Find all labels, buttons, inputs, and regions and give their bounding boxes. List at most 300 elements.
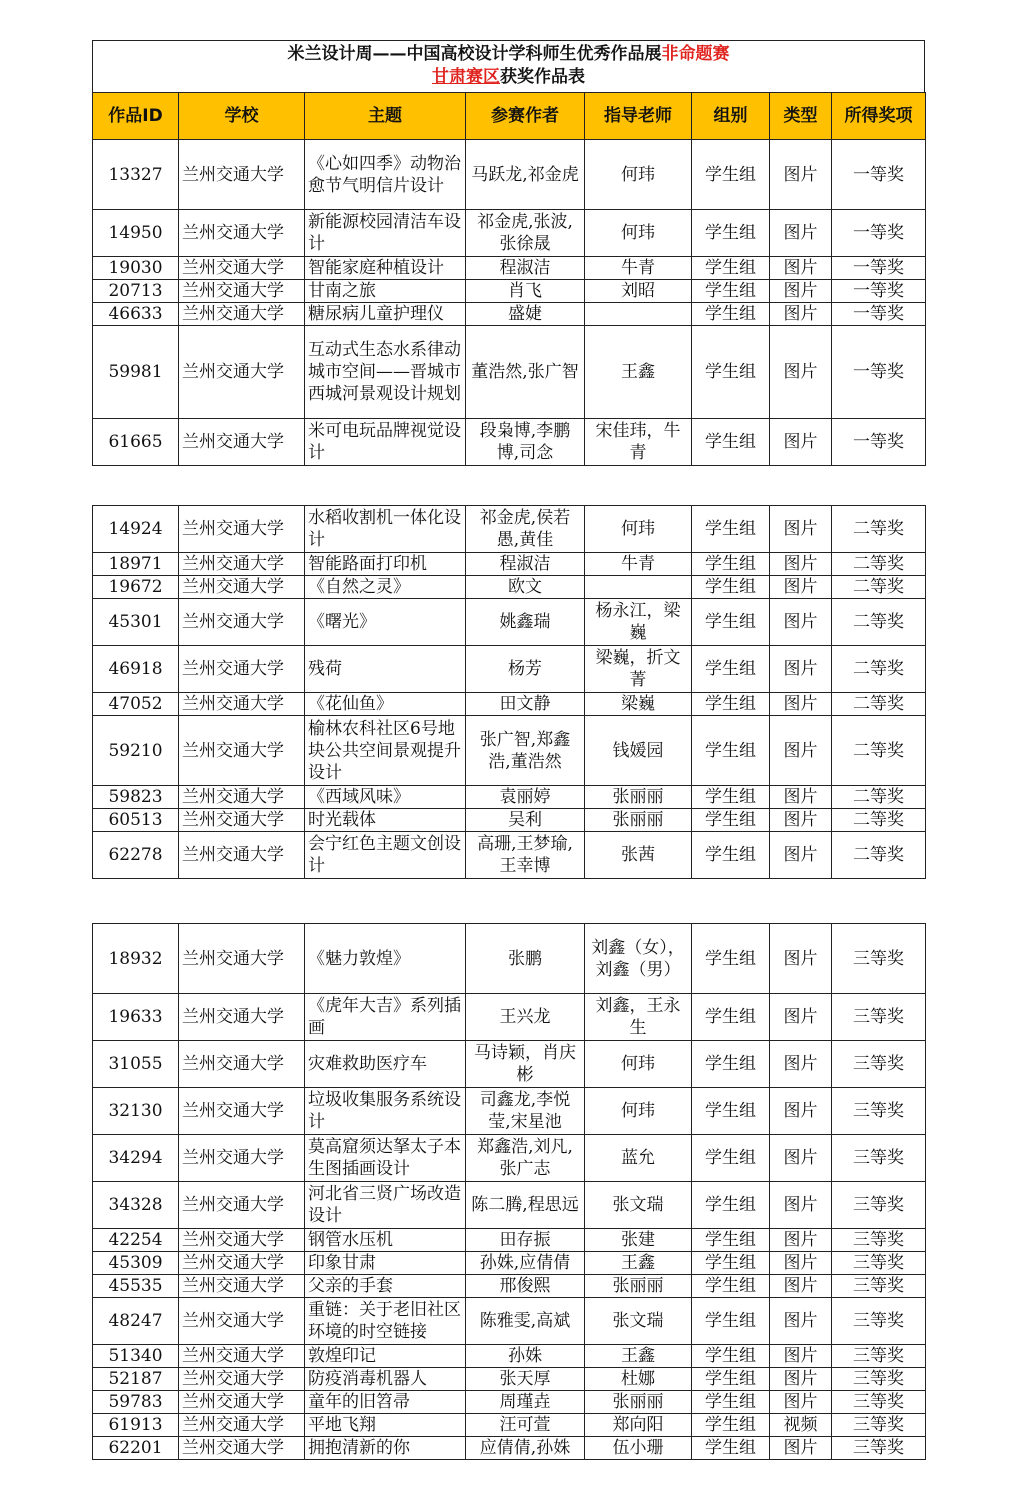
cell-advisor: 伍小珊 [585,1437,692,1460]
cell-id: 46918 [93,646,179,693]
cell-advisor: 张丽丽 [585,1391,692,1414]
cell-award: 二等奖 [832,646,926,693]
table-row [93,1088,926,1135]
cell-award: 二等奖 [832,786,926,809]
cell-type: 图片 [770,646,832,693]
cell-advisor: 张丽丽 [585,1275,692,1298]
table-row [93,1391,926,1414]
award-table [92,92,926,466]
table-row [93,716,926,786]
cell-theme: 《花仙鱼》 [305,693,466,716]
cell-authors: 邢俊熙 [466,1275,585,1298]
cell-id: 52187 [93,1368,179,1391]
cell-theme: 拥抱清新的你 [305,1437,466,1460]
cell-theme: 印象甘肃 [305,1252,466,1275]
cell-award: 三等奖 [832,1391,926,1414]
cell-type: 图片 [770,506,832,553]
cell-award: 一等奖 [832,140,926,210]
cell-theme: 互动式生态水系律动城市空间——晋城市西城河景观设计规划 [305,326,466,419]
cell-id: 59783 [93,1391,179,1414]
cell-group: 学生组 [692,326,770,419]
cell-type: 图片 [770,1182,832,1229]
cell-authors: 张天厚 [466,1368,585,1391]
cell-advisor: 何玮 [585,1041,692,1088]
cell-advisor: 王鑫 [585,326,692,419]
cell-group: 学生组 [692,257,770,280]
cell-type: 图片 [770,786,832,809]
cell-group: 学生组 [692,1229,770,1252]
cell-award: 一等奖 [832,280,926,303]
table-row [93,303,926,326]
cell-type: 图片 [770,1135,832,1182]
cell-school: 兰州交通大学 [179,506,305,553]
cell-authors: 应倩倩,孙姝 [466,1437,585,1460]
cell-type: 图片 [770,1298,832,1345]
cell-advisor: 梁巍，折文菁 [585,646,692,693]
cell-authors: 高珊,王梦瑜,王幸博 [466,832,585,879]
cell-award: 三等奖 [832,1252,926,1275]
cell-group: 学生组 [692,1368,770,1391]
cell-theme: 新能源校园清洁车设计 [305,210,466,257]
cell-id: 59210 [93,716,179,786]
cell-type: 图片 [770,599,832,646]
cell-theme: 《西域风味》 [305,786,466,809]
cell-type: 图片 [770,419,832,466]
cell-advisor: 杜娜 [585,1368,692,1391]
cell-id: 62201 [93,1437,179,1460]
cell-school: 兰州交通大学 [179,716,305,786]
cell-advisor: 王鑫 [585,1252,692,1275]
cell-authors: 董浩然,张广智 [466,326,585,419]
col-header: 学校 [179,93,305,140]
cell-group: 学生组 [692,1298,770,1345]
cell-advisor: 何玮 [585,506,692,553]
cell-authors: 段枭博,李鹏博,司念 [466,419,585,466]
cell-type: 图片 [770,716,832,786]
cell-id: 42254 [93,1229,179,1252]
cell-theme: 莫高窟须达拏太子本生图插画设计 [305,1135,466,1182]
table-row [93,994,926,1041]
cell-group: 学生组 [692,809,770,832]
cell-group: 学生组 [692,599,770,646]
cell-school: 兰州交通大学 [179,140,305,210]
cell-id: 31055 [93,1041,179,1088]
cell-authors: 张鹏 [466,924,585,994]
cell-advisor: 牛青 [585,553,692,576]
cell-advisor: 牛青 [585,257,692,280]
cell-award: 二等奖 [832,506,926,553]
cell-authors: 祁金虎,张波,张徐晟 [466,210,585,257]
cell-group: 学生组 [692,1182,770,1229]
cell-theme: 智能家庭种植设计 [305,257,466,280]
table-row [93,1135,926,1182]
cell-school: 兰州交通大学 [179,1135,305,1182]
cell-authors: 周瑾垚 [466,1391,585,1414]
cell-group: 学生组 [692,1391,770,1414]
cell-authors: 杨芳 [466,646,585,693]
cell-school: 兰州交通大学 [179,280,305,303]
cell-theme: 平地飞翔 [305,1414,466,1437]
table-row [93,1275,926,1298]
col-header: 所得奖项 [832,93,926,140]
cell-type: 图片 [770,1391,832,1414]
table-row [93,693,926,716]
region-label: 甘肃赛区 [432,67,500,87]
award-table [92,923,926,1460]
table-row [93,280,926,303]
cell-group: 学生组 [692,303,770,326]
first-prize-block [92,40,925,466]
cell-award: 三等奖 [832,1368,926,1391]
cell-award: 三等奖 [832,1345,926,1368]
cell-school: 兰州交通大学 [179,809,305,832]
table-row [93,646,926,693]
table-row [93,1041,926,1088]
cell-group: 学生组 [692,576,770,599]
cell-authors: 司鑫龙,李悦莹,宋星池 [466,1088,585,1135]
col-header: 作品ID [93,93,179,140]
title-line-1: 米兰设计周——中国高校设计学科师生优秀作品展非命题赛 [287,44,730,64]
cell-theme: 糖尿病儿童护理仪 [305,303,466,326]
cell-theme: 重链：关于老旧社区环境的时空链接 [305,1298,466,1345]
cell-advisor [585,303,692,326]
cell-type: 图片 [770,1041,832,1088]
cell-school: 兰州交通大学 [179,1182,305,1229]
cell-authors: 孙姝 [466,1345,585,1368]
cell-school: 兰州交通大学 [179,326,305,419]
cell-advisor: 刘昭 [585,280,692,303]
cell-group: 学生组 [692,1252,770,1275]
cell-id: 14950 [93,210,179,257]
cell-id: 46633 [93,303,179,326]
cell-id: 18932 [93,924,179,994]
cell-type: 图片 [770,1229,832,1252]
cell-school: 兰州交通大学 [179,1041,305,1088]
cell-school: 兰州交通大学 [179,553,305,576]
cell-award: 二等奖 [832,553,926,576]
table-row [93,786,926,809]
cell-award: 三等奖 [832,1298,926,1345]
cell-authors: 王兴龙 [466,994,585,1041]
col-header: 类型 [770,93,832,140]
cell-school: 兰州交通大学 [179,576,305,599]
cell-advisor: 张文瑞 [585,1298,692,1345]
cell-theme: 垃圾收集服务系统设计 [305,1088,466,1135]
cell-group: 学生组 [692,1275,770,1298]
cell-theme: 灾难救助医疗车 [305,1041,466,1088]
cell-advisor: 何玮 [585,1088,692,1135]
cell-type: 图片 [770,1275,832,1298]
cell-award: 一等奖 [832,210,926,257]
cell-type: 图片 [770,210,832,257]
cell-school: 兰州交通大学 [179,1252,305,1275]
cell-advisor: 张文瑞 [585,1182,692,1229]
cell-authors: 程淑洁 [466,257,585,280]
cell-id: 59823 [93,786,179,809]
cell-theme: 时光载体 [305,809,466,832]
cell-type: 图片 [770,924,832,994]
cell-id: 45301 [93,599,179,646]
cell-group: 学生组 [692,506,770,553]
table-row [93,140,926,210]
cell-advisor: 钱媛园 [585,716,692,786]
cell-award: 二等奖 [832,716,926,786]
cell-award: 三等奖 [832,994,926,1041]
cell-award: 三等奖 [832,1229,926,1252]
cell-group: 学生组 [692,210,770,257]
cell-theme: 会宁红色主题文创设计 [305,832,466,879]
cell-advisor [585,576,692,599]
cell-type: 图片 [770,1437,832,1460]
table-row [93,419,926,466]
cell-theme: 《魅力敦煌》 [305,924,466,994]
cell-theme: 榆林农科社区6号地块公共空间景观提升设计 [305,716,466,786]
cell-award: 三等奖 [832,924,926,994]
cell-id: 14924 [93,506,179,553]
title-line-2: 甘肃赛区获奖作品表 [432,67,585,87]
table-row [93,1298,926,1345]
cell-advisor: 宋佳玮，牛青 [585,419,692,466]
cell-type: 图片 [770,1252,832,1275]
cell-type: 图片 [770,693,832,716]
cell-award: 三等奖 [832,1041,926,1088]
cell-school: 兰州交通大学 [179,1414,305,1437]
second-prize-block [92,505,923,879]
cell-award: 一等奖 [832,257,926,280]
cell-authors: 田文静 [466,693,585,716]
cell-id: 62278 [93,832,179,879]
header-row [93,93,926,140]
cell-group: 学生组 [692,1345,770,1368]
cell-theme: 《心如四季》动物治愈节气明信片设计 [305,140,466,210]
cell-authors: 陈二腾,程思远 [466,1182,585,1229]
cell-id: 47052 [93,693,179,716]
cell-group: 学生组 [692,1088,770,1135]
cell-group: 学生组 [692,1437,770,1460]
cell-group: 学生组 [692,1041,770,1088]
cell-authors: 孙姝,应倩倩 [466,1252,585,1275]
cell-id: 34294 [93,1135,179,1182]
table-row [93,599,926,646]
table-row [93,1182,926,1229]
table-row [93,506,926,553]
cell-award: 三等奖 [832,1414,926,1437]
cell-id: 19030 [93,257,179,280]
cell-school: 兰州交通大学 [179,1345,305,1368]
table-row [93,1414,926,1437]
cell-award: 三等奖 [832,1088,926,1135]
cell-award: 二等奖 [832,832,926,879]
col-header: 组别 [692,93,770,140]
cell-theme: 水稻收割机一体化设计 [305,506,466,553]
cell-group: 学生组 [692,419,770,466]
cell-theme: 河北省三贤广场改造设计 [305,1182,466,1229]
cell-id: 60513 [93,809,179,832]
cell-authors: 肖飞 [466,280,585,303]
award-table [92,505,926,879]
table-row [93,809,926,832]
cell-theme: 防疫消毒机器人 [305,1368,466,1391]
cell-theme: 甘南之旅 [305,280,466,303]
cell-school: 兰州交通大学 [179,646,305,693]
cell-type: 图片 [770,257,832,280]
cell-authors: 程淑洁 [466,553,585,576]
cell-group: 学生组 [692,924,770,994]
cell-group: 学生组 [692,832,770,879]
cell-id: 61665 [93,419,179,466]
cell-group: 学生组 [692,553,770,576]
cell-group: 学生组 [692,994,770,1041]
cell-school: 兰州交通大学 [179,419,305,466]
cell-advisor: 刘鑫，王永生 [585,994,692,1041]
cell-advisor: 杨永江，梁巍 [585,599,692,646]
cell-type: 图片 [770,576,832,599]
cell-award: 三等奖 [832,1275,926,1298]
cell-theme: 残荷 [305,646,466,693]
cell-school: 兰州交通大学 [179,599,305,646]
cell-group: 学生组 [692,786,770,809]
cell-advisor: 何玮 [585,210,692,257]
cell-authors: 田存振 [466,1229,585,1252]
cell-authors: 马诗颖，肖庆彬 [466,1041,585,1088]
cell-type: 图片 [770,1345,832,1368]
table-row [93,1437,926,1460]
cell-school: 兰州交通大学 [179,994,305,1041]
cell-id: 19672 [93,576,179,599]
cell-type: 图片 [770,326,832,419]
table-row [93,832,926,879]
cell-theme: 智能路面打印机 [305,553,466,576]
table-row [93,210,926,257]
cell-theme: 《自然之灵》 [305,576,466,599]
cell-authors: 袁丽婷 [466,786,585,809]
cell-theme: 米可电玩品牌视觉设计 [305,419,466,466]
cell-school: 兰州交通大学 [179,924,305,994]
cell-type: 图片 [770,140,832,210]
cell-group: 学生组 [692,1135,770,1182]
cell-advisor: 张建 [585,1229,692,1252]
cell-school: 兰州交通大学 [179,1229,305,1252]
cell-authors: 盛婕 [466,303,585,326]
table-title [92,40,925,92]
cell-type: 图片 [770,303,832,326]
cell-authors: 张广智,郑鑫浩,董浩然 [466,716,585,786]
cell-type: 图片 [770,832,832,879]
cell-id: 20713 [93,280,179,303]
cell-advisor: 刘鑫（女），刘鑫（男） [585,924,692,994]
cell-id: 34328 [93,1182,179,1229]
cell-id: 19633 [93,994,179,1041]
table-row [93,1345,926,1368]
cell-authors: 陈雅雯,高斌 [466,1298,585,1345]
cell-school: 兰州交通大学 [179,1368,305,1391]
cell-school: 兰州交通大学 [179,832,305,879]
cell-award: 一等奖 [832,326,926,419]
table-row [93,257,926,280]
col-header: 主题 [305,93,466,140]
cell-award: 二等奖 [832,576,926,599]
cell-award: 三等奖 [832,1135,926,1182]
cell-id: 18971 [93,553,179,576]
cell-authors: 欧文 [466,576,585,599]
cell-type: 图片 [770,1368,832,1391]
table-row [93,576,926,599]
cell-award: 一等奖 [832,419,926,466]
cell-authors: 马跃龙,祁金虎 [466,140,585,210]
table-row [93,326,926,419]
cell-group: 学生组 [692,1414,770,1437]
cell-school: 兰州交通大学 [179,1298,305,1345]
cell-school: 兰州交通大学 [179,693,305,716]
cell-award: 二等奖 [832,693,926,716]
cell-advisor: 张丽丽 [585,786,692,809]
cell-award: 三等奖 [832,1182,926,1229]
cell-id: 48247 [93,1298,179,1345]
cell-school: 兰州交通大学 [179,786,305,809]
cell-theme: 《曙光》 [305,599,466,646]
cell-type: 视频 [770,1414,832,1437]
table-row [93,924,926,994]
cell-id: 45535 [93,1275,179,1298]
cell-group: 学生组 [692,716,770,786]
cell-type: 图片 [770,994,832,1041]
cell-authors: 汪可萱 [466,1414,585,1437]
cell-award: 三等奖 [832,1437,926,1460]
cell-advisor: 张茜 [585,832,692,879]
cell-advisor: 张丽丽 [585,809,692,832]
cell-award: 一等奖 [832,303,926,326]
cell-school: 兰州交通大学 [179,257,305,280]
cell-school: 兰州交通大学 [179,1391,305,1414]
cell-group: 学生组 [692,646,770,693]
cell-authors: 郑鑫浩,刘凡,张广志 [466,1135,585,1182]
cell-school: 兰州交通大学 [179,210,305,257]
cell-school: 兰州交通大学 [179,1088,305,1135]
cell-group: 学生组 [692,280,770,303]
cell-award: 二等奖 [832,599,926,646]
col-header: 指导老师 [585,93,692,140]
cell-theme: 《虎年大吉》系列插画 [305,994,466,1041]
cell-authors: 姚鑫瑞 [466,599,585,646]
cell-theme: 钢管水压机 [305,1229,466,1252]
cell-type: 图片 [770,553,832,576]
cell-school: 兰州交通大学 [179,1437,305,1460]
cell-id: 61913 [93,1414,179,1437]
third-prize-block [92,923,923,1460]
col-header: 参赛作者 [466,93,585,140]
cell-school: 兰州交通大学 [179,303,305,326]
table-row [93,1229,926,1252]
cell-theme: 童年的旧笤帚 [305,1391,466,1414]
cell-type: 图片 [770,280,832,303]
cell-theme: 父亲的手套 [305,1275,466,1298]
cell-award: 二等奖 [832,809,926,832]
cell-group: 学生组 [692,693,770,716]
cell-id: 13327 [93,140,179,210]
cell-advisor: 郑向阳 [585,1414,692,1437]
cell-type: 图片 [770,809,832,832]
cell-advisor: 蓝允 [585,1135,692,1182]
cell-advisor: 梁巍 [585,693,692,716]
cell-id: 51340 [93,1345,179,1368]
cell-id: 59981 [93,326,179,419]
cell-group: 学生组 [692,140,770,210]
cell-id: 32130 [93,1088,179,1135]
cell-type: 图片 [770,1088,832,1135]
cell-id: 45309 [93,1252,179,1275]
cell-authors: 祁金虎,侯若愚,黄佳 [466,506,585,553]
table-row [93,1252,926,1275]
